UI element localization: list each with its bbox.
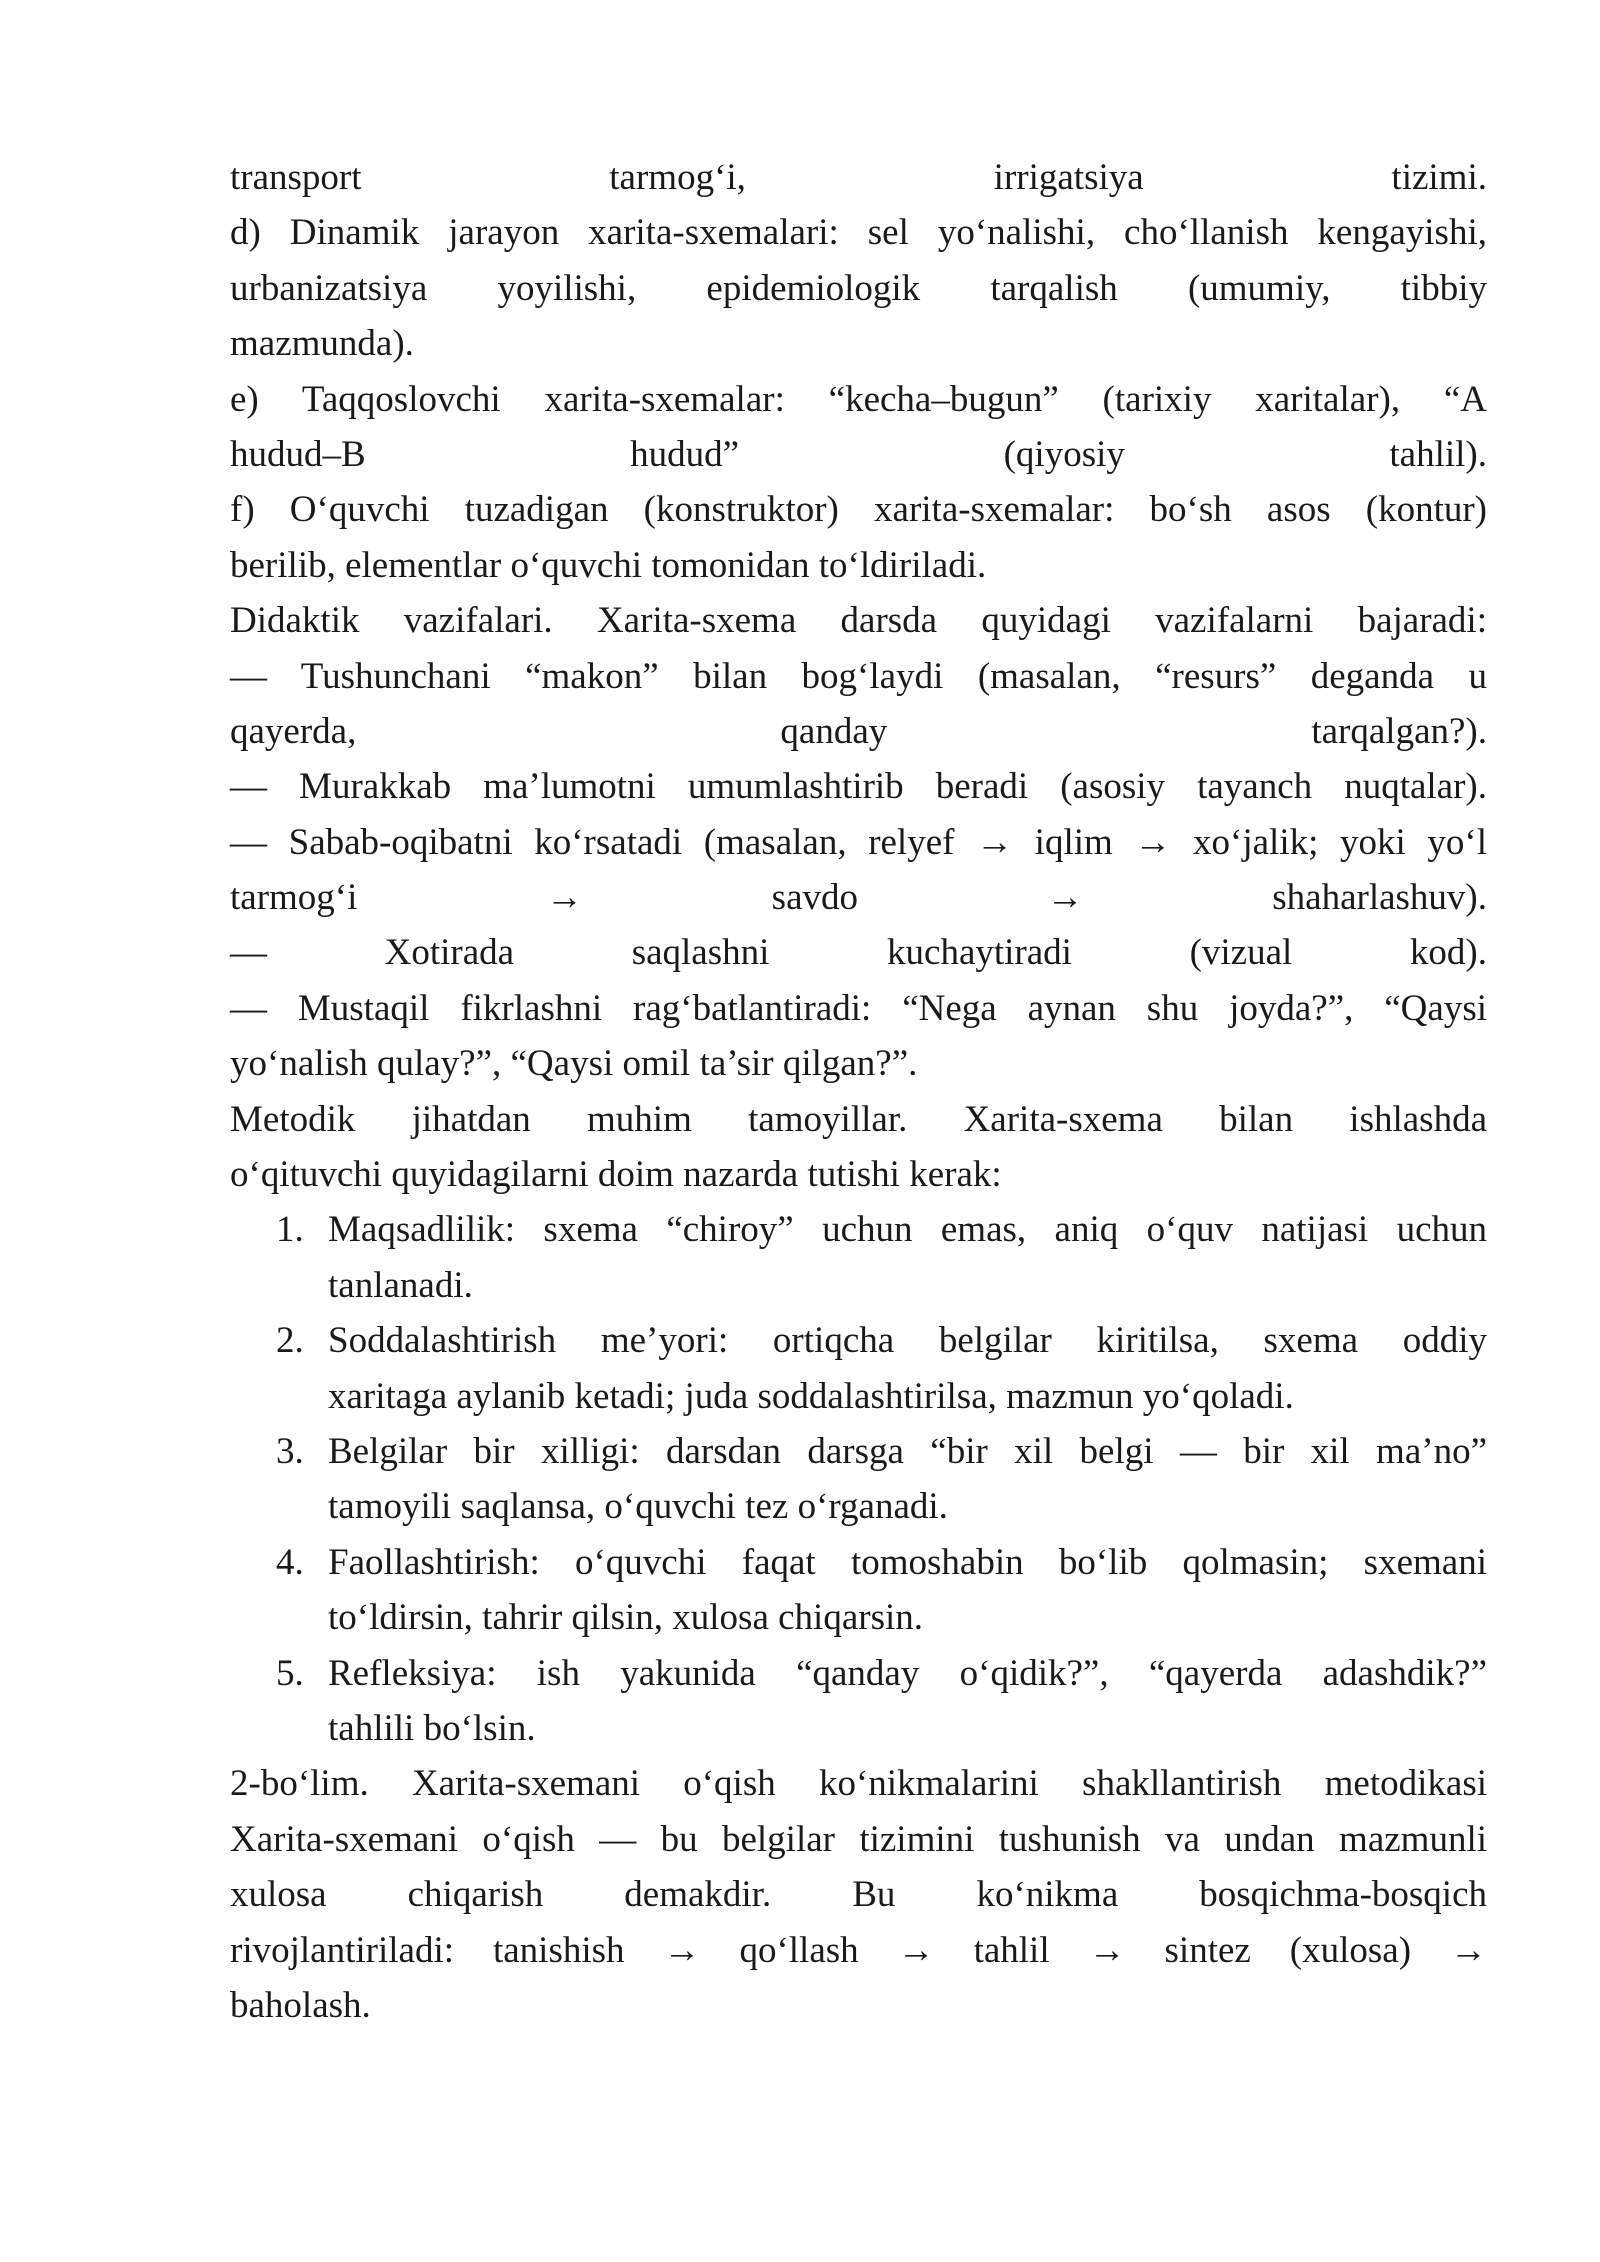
list-text-line: Faollashtirish: o‘quvchi faqat tomoshabin bo‘lib qolmasin; sxemani	[328, 1541, 1487, 1583]
list-item	[230, 1646, 1487, 1757]
list-item	[230, 1313, 1487, 1424]
text-line: mazmunda).	[230, 323, 414, 365]
list-text-line: xaritaga aylanib ketadi; juda soddalashtirilsa, mazmun yo‘qoladi.	[328, 1375, 1294, 1417]
list-text-line: tahlili bo‘lsin.	[328, 1707, 536, 1749]
text-line: berilib, elementlar o‘quvchi tomonidan to‘ldiriladi.	[230, 544, 987, 586]
text-line: e) Taqqoslovchi xarita-sxemalar: “kecha–bugun” (tarixiy xaritalar), “A	[230, 378, 1487, 420]
text-line: rivojlantiriladi: tanishish → qo‘llash → tahlil → sintez (xulosa) →	[230, 1929, 1487, 1971]
list-text-line: tanlanadi.	[328, 1264, 473, 1306]
list-text-line: Maqsadlilik: sxema “chiroy” uchun emas, aniq o‘quv natijasi uchun	[328, 1209, 1487, 1251]
text-line: f) O‘quvchi tuzadigan (konstruktor) xarita-sxemalar: bo‘sh asos (kontur)	[230, 489, 1487, 531]
text-line: o‘qituvchi quyidagilarni doim nazarda tutishi kerak:	[230, 1154, 1002, 1196]
list-item	[230, 1535, 1487, 1646]
section-heading: 2-bo‘lim. Xarita-sxemani o‘qish ko‘nikmalarini shakllantirish metodikasi	[230, 1763, 1487, 1805]
text-line: — Mustaqil fikrlashni rag‘batlantiradi: “Nega aynan shu joyda?”, “Qaysi	[230, 987, 1487, 1029]
list-number: 2.	[276, 1320, 304, 1362]
list-text-line: Refleksiya: ish yakunida “qanday o‘qidik?”, “qayerda adashdik?”	[328, 1652, 1487, 1694]
list-text-line: to‘ldirsin, tahrir qilsin, xulosa chiqarsin.	[328, 1597, 923, 1639]
text-line: yo‘nalish qulay?”, “Qaysi omil ta’sir qilgan?”.	[230, 1043, 918, 1085]
text-line: — Murakkab ma’lumotni umumlashtirib beradi (asosiy tayanch nuqtalar).	[230, 766, 1487, 808]
list-text-line: tamoyili saqlansa, o‘quvchi tez o‘rganadi.	[328, 1486, 948, 1528]
list-number: 1.	[276, 1209, 304, 1251]
list-number: 5.	[276, 1652, 304, 1694]
text-line: transport tarmog‘i, irrigatsiya tizimi.	[230, 157, 1487, 198]
text-line: Metodik jihatdan muhim tamoyillar. Xarita-sxema bilan ishlashda	[230, 1098, 1487, 1140]
list-number: 4.	[276, 1541, 304, 1583]
text-line: d) Dinamik jarayon xarita-sxemalari: sel yo‘nalishi, cho‘llanish kengayishi,	[230, 212, 1487, 254]
text-line: Xarita-sxemani o‘qish — bu belgilar tizimini tushunish va undan mazmunli	[230, 1818, 1487, 1860]
body-text	[230, 150, 1487, 2033]
text-line: — Xotirada saqlashni kuchaytiradi (vizual kod).	[230, 932, 1487, 974]
list-text-line: Belgilar bir xilligi: darsdan darsga “bir xil belgi — bir xil ma’no”	[328, 1430, 1487, 1472]
text-line: hudud–B hudud” (qiyosiy tahlil).	[230, 433, 1487, 475]
text-line: qayerda, qanday tarqalgan?).	[230, 710, 1487, 752]
list-text-line: Soddalashtirish me’yori: ortiqcha belgilar kiritilsa, sxema oddiy	[328, 1320, 1487, 1362]
text-line: Didaktik vazifalari. Xarita-sxema darsda quyidagi vazifalarni bajaradi:	[230, 600, 1487, 642]
text-line: baholash.	[230, 1984, 371, 2026]
text-line: xulosa chiqarish demakdir. Bu ko‘nikma bosqichma-bosqich	[230, 1874, 1487, 1916]
text-line: urbanizatsiya yoyilishi, epidemiologik tarqalish (umumiy, tibbiy	[230, 267, 1487, 309]
list-number: 3.	[276, 1430, 304, 1472]
text-line: — Sabab-oqibatni ko‘rsatadi (masalan, relyef → iqlim → xo‘jalik; yoki yo‘l	[230, 821, 1487, 863]
text-line: — Tushunchani “makon” bilan bog‘laydi (masalan, “resurs” deganda u	[230, 655, 1487, 697]
list-item	[230, 1424, 1487, 1535]
list-item	[230, 1202, 1487, 1313]
text-line: tarmog‘i → savdo → shaharlashuv).	[230, 877, 1487, 919]
